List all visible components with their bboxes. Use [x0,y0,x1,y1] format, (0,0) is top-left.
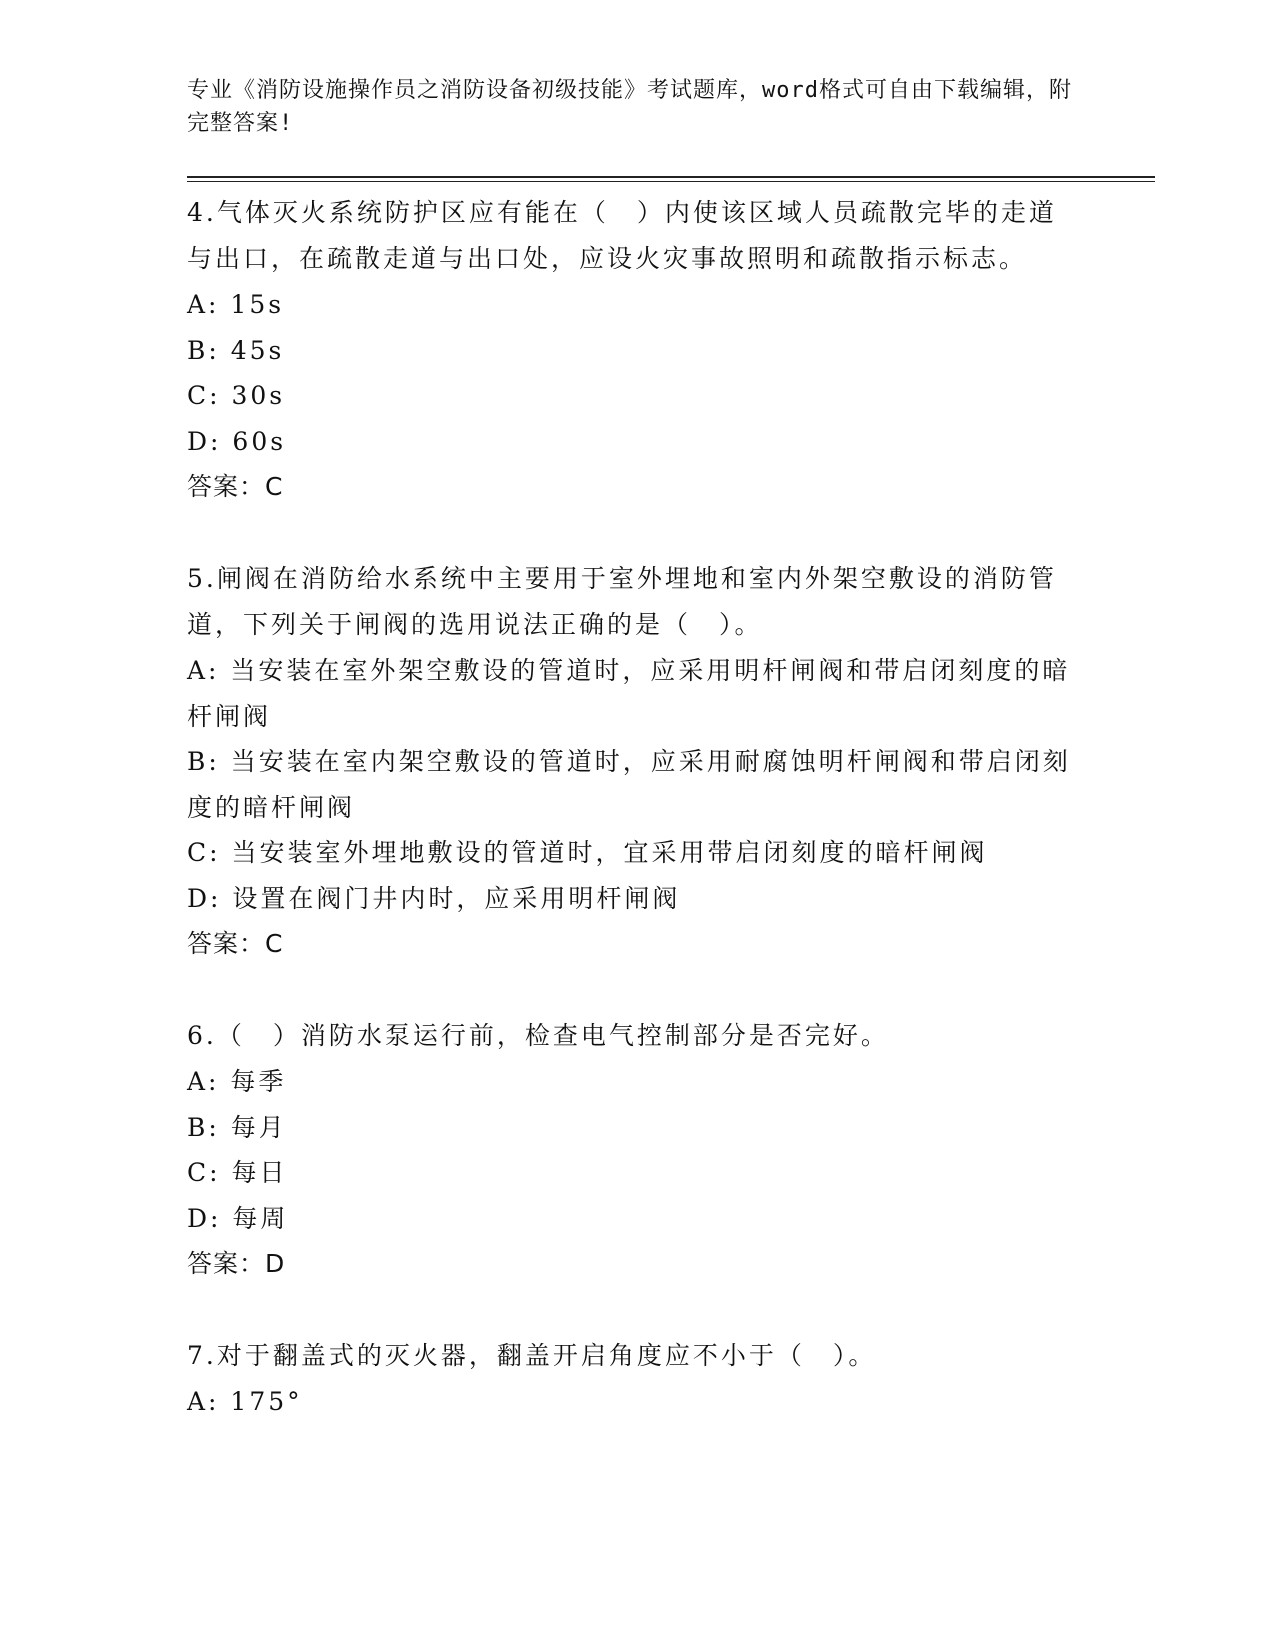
option-b: B: 45s [187,335,285,365]
header-divider-thick [187,176,1155,178]
answer-value: C [265,929,284,958]
option-d: D: 每周 [187,1203,289,1233]
option-c: C: 30s [187,381,286,410]
answer-value: C [265,472,284,501]
option-c: C: 当安装室外埋地敷设的管道时，宜采用带启闭刻度的暗杆闸阀 [187,838,988,867]
question-7 [187,1333,1077,1425]
question-4 [187,190,1077,510]
question-list [187,190,1077,1471]
question-text: 6.（ ）消防水泵运行前，检查电气控制部分是否完好。 [187,1021,889,1050]
answer-value: D [265,1249,286,1278]
option-a: A: 175° [187,1387,303,1416]
answer-label: 答案： [187,929,266,958]
option-a: A: 15s [187,290,285,319]
answer-line [187,1241,1077,1287]
answer-label: 答案： [187,472,266,501]
option-a: A: 每季 [187,1067,287,1096]
document-header [187,74,1077,140]
question-text: 4.气体灭火系统防护区应有能在（ ）内使该区域人员疏散完毕的走道与出口，在疏散走道与出口处，应设火灾事故照明和疏散指示标志。 [187,198,1057,273]
option-c: C: 每日 [187,1158,288,1187]
question-5 [187,556,1077,967]
header-text: 专业《消防设施操作员之消防设备初级技能》考试题库，word格式可自由下载编辑，附完整答案! [187,78,1072,136]
option-d: D: 设置在阀门井内时，应采用明杆闸阀 [187,883,681,913]
answer-line [187,464,1077,510]
answer-line [187,921,1077,967]
question-6 [187,1013,1077,1287]
answer-label: 答案： [187,1249,266,1278]
option-d: D: 60s [187,426,287,456]
question-text: 7.对于翻盖式的灭火器，翻盖开启角度应不小于（ ）。 [187,1341,877,1370]
option-b: B: 每月 [187,1112,287,1142]
header-divider-thin [187,181,1155,182]
question-text: 5.闸阀在消防给水系统中主要用于室外埋地和室内外架空敷设的消防管道，下列关于闸阀的选用说法正确的是（ ）。 [187,564,1057,639]
option-a: A: 当安装在室外架空敷设的管道时，应采用明杆闸阀和带启闭刻度的暗杆闸阀 [187,656,1071,731]
option-b: B: 当安装在室内架空敷设的管道时，应采用耐腐蚀明杆闸阀和带启闭刻度的暗杆闸阀 [187,747,1071,822]
